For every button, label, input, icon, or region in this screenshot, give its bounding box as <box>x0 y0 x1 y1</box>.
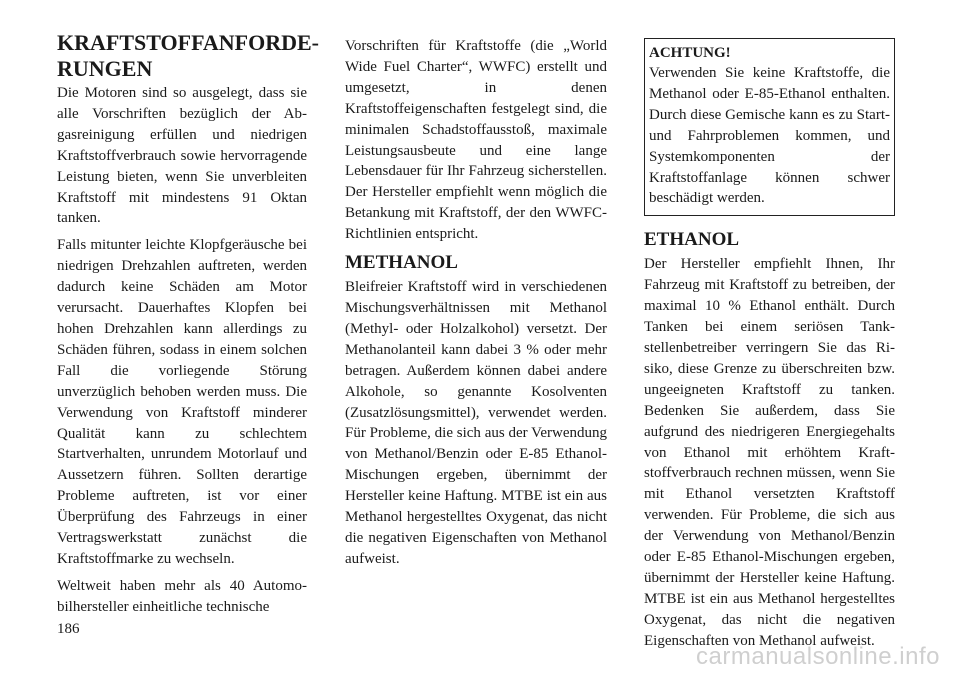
column-1 <box>57 30 319 624</box>
paragraph: Bleifreier Kraftstoff wird in verschiedenen Mischungsverhältnissen mit Methanol (Methyl- oder Holzalkohol) versetzt. Der Methanolanteil kann dabei 3 % oder mehr betragen. Außerdem können dabei andere Alkohole, so genannte Kosolventen (Zusatzlösungsmittel), verwendet werden. Für Probleme, die sich aus der Verwendung von Methanol/Benzin oder E-85 Ethanol-Mischungen ergeben, übernimmt der Hersteller keine Haftung. MTBE ist ein aus Methanol hergestelltes Oxygenat, das nicht die negativen Eigenschaften von Methanol aufweist. <box>345 279 607 567</box>
page-number: 186 <box>57 621 80 637</box>
paragraph: Vorschriften für Kraftstoffe (die „World Wide Fuel Charter“, WWFC) erstellt und umgesetzt, in denen Kraftstoffeigenschaften festgelegt sind, die minimalen Schadstoffausstoß, maximale Leistungsausbeute und eine lange Lebensdauer für Ihr Fahrzeug sicherstellen. Der Hersteller empfiehlt wenn möglich die Betankung mit Kraftstoff, der den WWFC-Richtlinien entspricht. <box>345 38 607 243</box>
column-2 <box>345 36 607 576</box>
heading-kraftstoffanforderungen: KRAFTSTOFFANFORDE- RUNGEN <box>57 30 319 81</box>
paragraph: Falls mitunter leichte Klopfgeräusche bei niedrigen Drehzahlen auftreten, werden dadurch keine Schäden am Motor verursacht. Dauerhaftes Klopfen bei hohen Drehzahlen kann allerdings zu Schäden führen, sodass in einem solchen Fall die vorliegende Störung unverzüglich behoben werden muss. Die Verwendung von Kraftstoff minderer Qualität kann zu schlechtem Startverhalten, unrundem Motorlauf und Aussetzern führen. Sollten derartige Probleme auftreten, ist vor einer Überprüfung des Fahrzeugs in einer Vertragswerkstatt zunächst die Kraftstoffmarke zu wechseln. <box>57 237 307 567</box>
warning-text: Verwenden Sie keine Kraftstoffe, die Methanol oder E-85-Ethanol enthalten. Durch diese Gemische kann es zu Start- und Fahrproblemen kommen, und Systemkomponenten der Kraftstoffanlage können schwer beschädigt werden. <box>649 65 890 207</box>
paragraph: Weltweit haben mehr als 40 Automobilhersteller einheitliche technische <box>57 577 307 615</box>
paragraph: Der Hersteller empfiehlt Ihnen, Ihr Fahrzeug mit Kraftstoff zu betreiben, der maximal 10 % Ethanol enthält. Durch Tanken bei einem seriösen Tankstellenbetreiber verringern Sie das Risiko, diese Grenze zu überschreiten bzw. ungeeigneten Kraftstoff zu tanken. Bedenken Sie außerdem, dass Sie aufgrund des niedrigeren Energiegehalts von Ethanol mit erhöhtem Kraftstoffverbrauch rechnen müssen, wenn Sie mit Ethanol versetzten Kraftstoff verwenden. Für Probleme, die sich aus der Verwendung von Methanol/Benzin oder E-85 Ethanol-Mischungen ergeben, übernimmt der Hersteller keine Haftung. MTBE ist ein aus Methanol hergestelltes Oxygenat, das nicht die negativen Eigenschaften von Methanol aufweist. <box>644 256 895 649</box>
warning-title: ACHTUNG! <box>649 45 731 61</box>
heading-methanol: METHANOL <box>345 252 458 274</box>
heading-ethanol: ETHANOL <box>644 229 740 251</box>
warning-box <box>644 38 895 216</box>
column-3 <box>644 38 895 658</box>
paragraph: Die Motoren sind so ausgelegt, dass sie alle Vorschriften bezüglich der Abgasreinigung erfüllen und niedrigen Kraftstoffverbrauch sowie hervorragende Leistung bieten, wenn Sie unverbleiten Kraftstoff mit mindestens 91 Oktan tanken. <box>57 85 307 227</box>
watermark-url: carmanualsonline.info <box>696 643 940 670</box>
